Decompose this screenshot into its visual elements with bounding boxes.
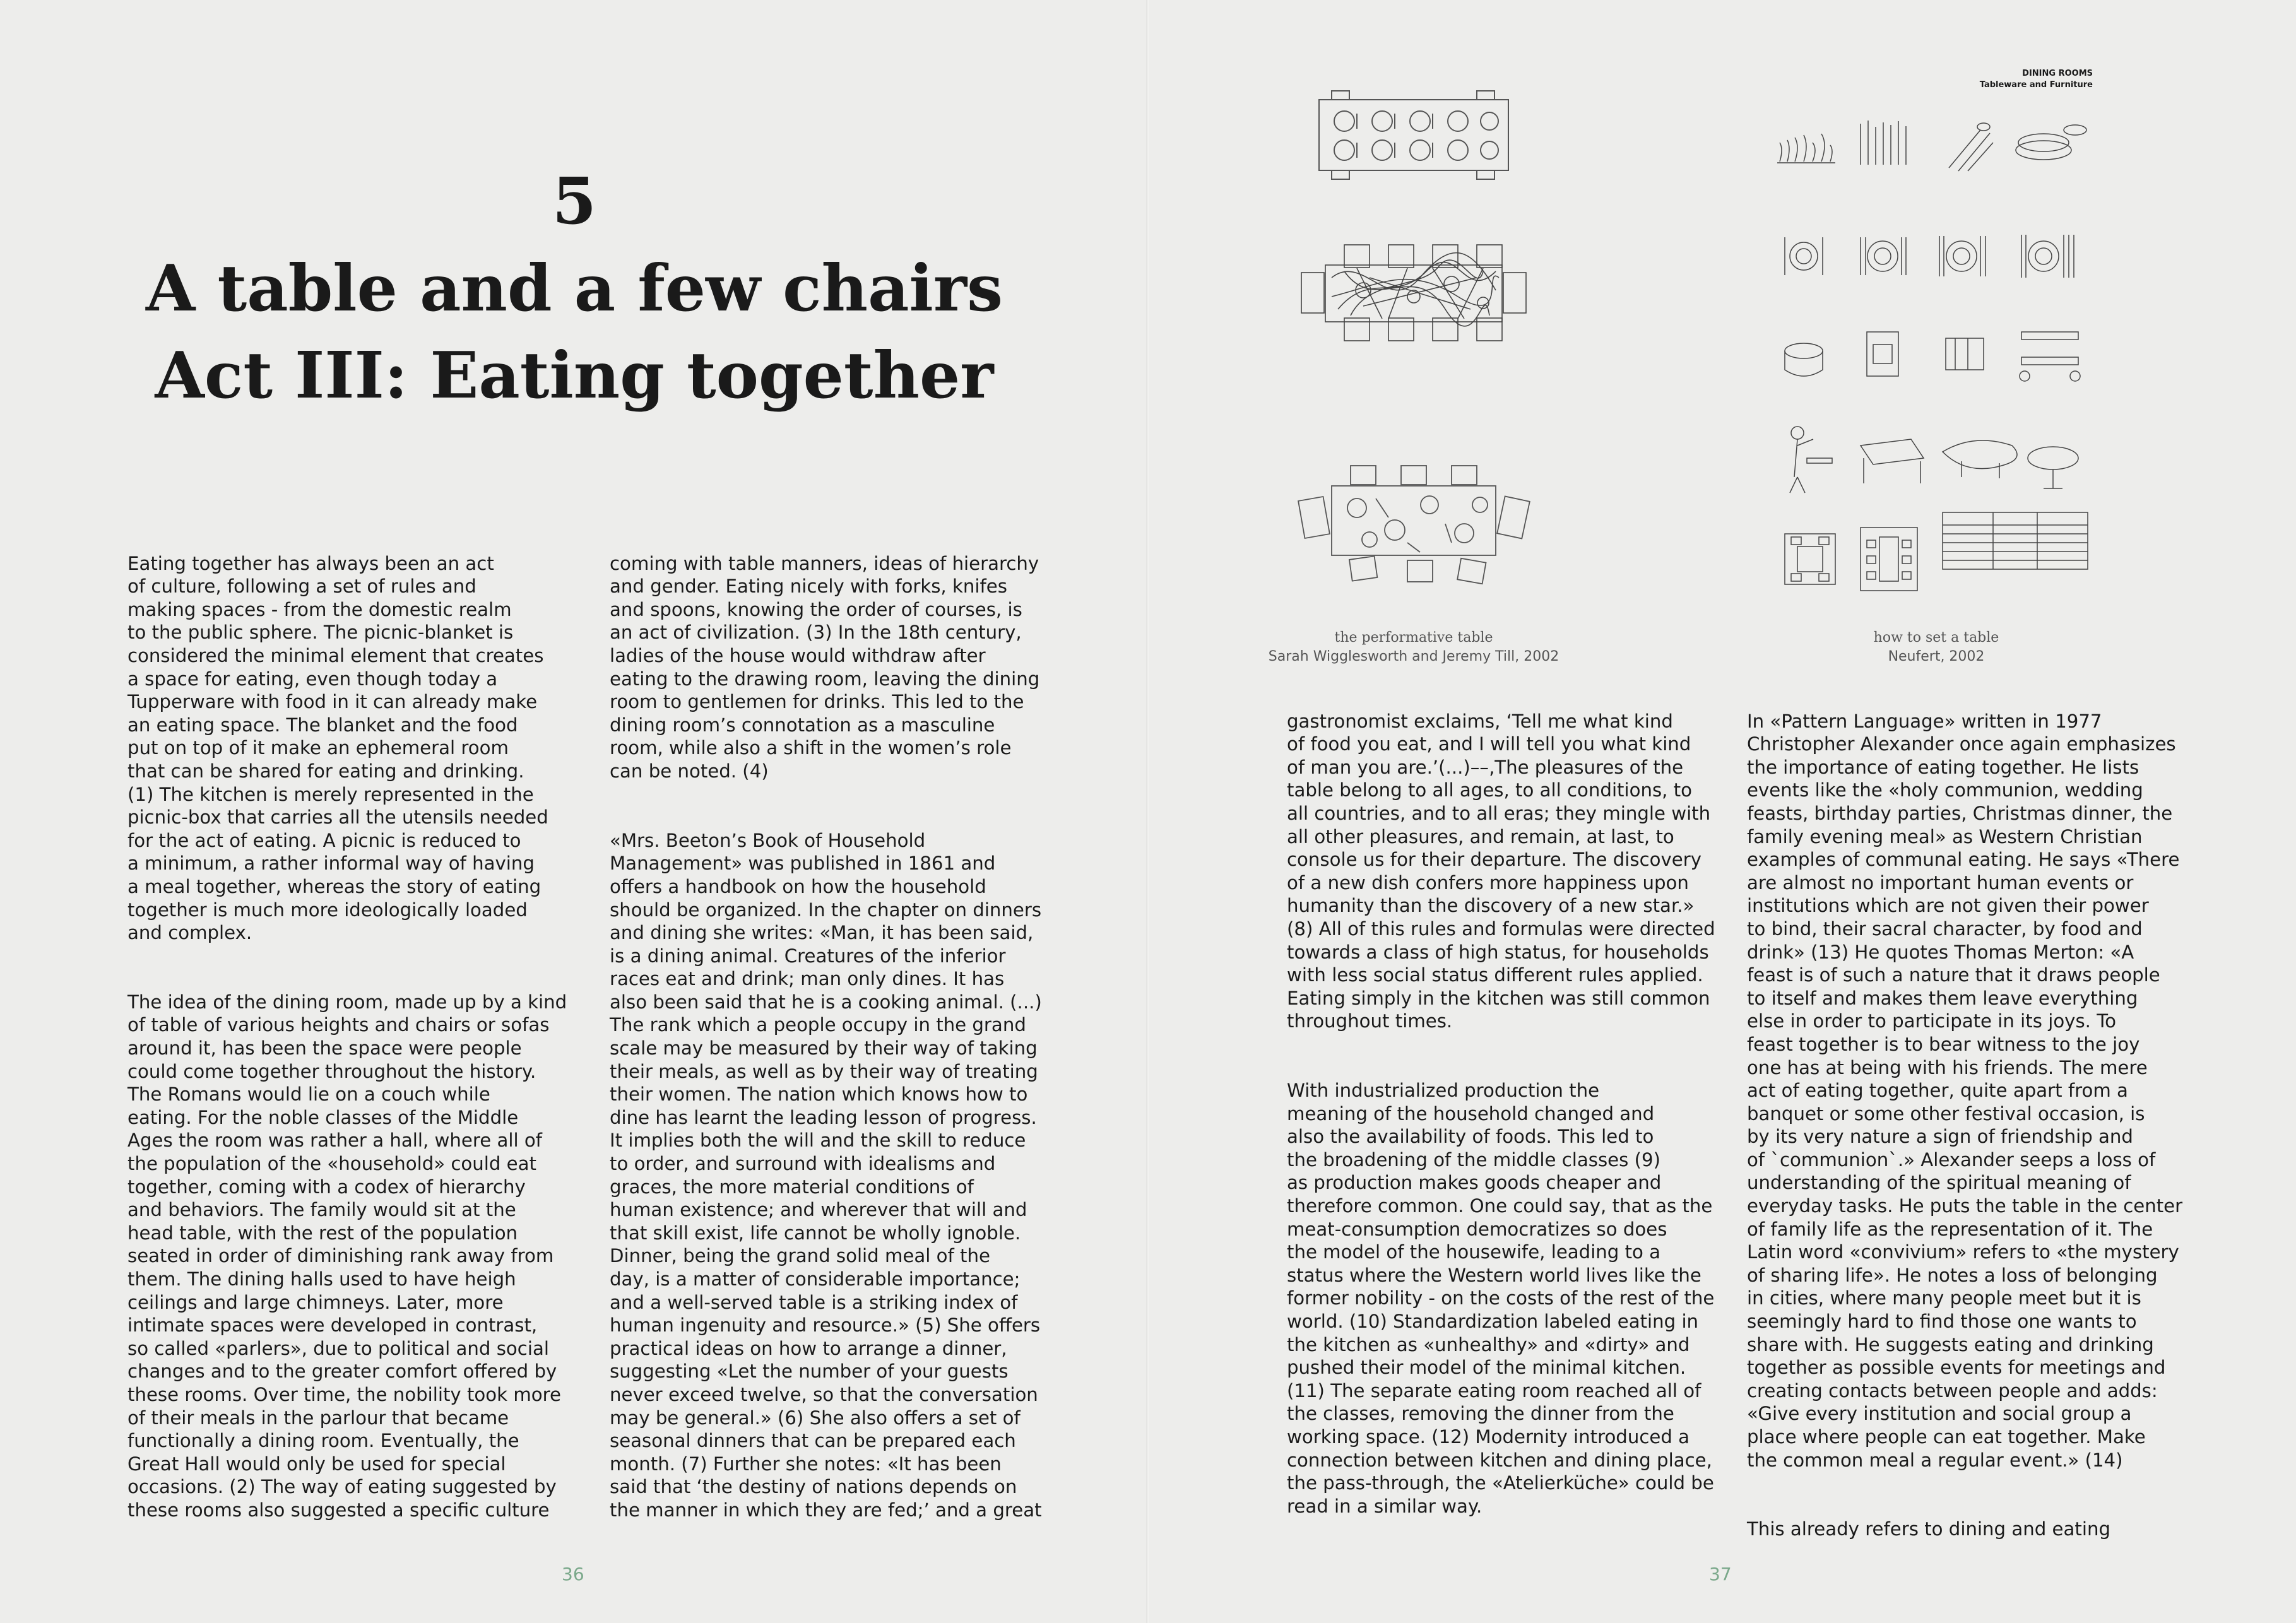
plates-illustration [2016,125,2086,160]
table-plan-middle [1301,245,1526,341]
paragraph: The idea of the dining room, made up by a kind of table of various heights and chairs or sofas around it, has been the space were people could come together throughout the history. The Romans would lie on a couch while eating. For the noble classes of the Middle Ages the room was rather a hall, where all of the population of the «household» could eat together, coming with a codex of hierarchy and behaviors. The family would sit at the head table, with the rest of the population seated in order of diminishing rank away from them. The dining halls used to have heigh ceilings and large chimneys. Later, more intimate spaces were developed in contrast, so called «parlers», due to political and social changes and to the greater comfort offered by these rooms. Over time, the nobility took more of their meals in the parlour that became functionally a dining room. Eventually, the Great Hall would only be used for special occasions. (2) The way of eating suggested by these rooms also suggested a specific culture [127,991,567,1521]
glasses-illustration [1777,134,1835,163]
place-settings-illustration [1785,235,2074,278]
figure-2-caption: how to set a table [1873,630,1999,646]
table-plan-bottom [1298,466,1530,584]
tables-illustration [1790,427,2078,493]
text-column-3 [1287,687,1729,1564]
paragraph: coming with table manners, ideas of hierarchy and gender. Eating nicely with forks, knifes and spoons, knowing the order of courses, is an act of civilization. (3) In the 18th century, ladies of the house would withdraw after eating to the drawing room, leaving the dining room to gentlemen for drinks. This led to the dining room’s connotation as a masculine room, while also a shift in the women’s role can be noted. (4) [610,552,1040,782]
cutlery-illustration [1861,121,1906,165]
appliances-illustration [1785,332,2080,381]
figure-1-caption: the performative table [1334,630,1493,646]
performative-table-figure [1294,88,1534,631]
paragraph: «Mrs. Beeton’s Book of Household Management» was published in 1861 and offers a handbook on how the household should be organized. In the chapter on dinners and dining she writes: «Man, it has been said, is a dining animal. Creatures of the inferior races eat and drink; man only dines. It has also been said that he is a cooking animal. (...) The rank which a people occupy in the grand scale may be measured by their way of taking their meals, as well as by their way of treating their women. The nation which knows how to dine has learnt the leading lesson of progress. It implies both the will and the skill to reduce to order, and surround with idealisms and graces, the more material conditions of human existence; and wherever that will and that skill exist, life cannot be wholly ignoble. Dinner, being the grand solid meal of the day, is a matter of considerable importance; and a well-served table is a striking index of human ingenuity and resource.» (5) She offers practical ideas on how to arrange a dinner, suggesting «Let the number of your guests never exceed twelve, so that the conversation may be general.» (6) She also offers a set of seasonal dinners that can be prepared each month. (7) Further she notes: «It has been said that ‘the destiny of nations depends on the manner in which they are fed;’ and a great [610,829,1042,1521]
area-requirements-illustration [1785,512,2088,591]
neufert-dining-sheet [1772,67,2100,616]
text-column-1 [127,529,569,1568]
table-plan-top [1319,91,1508,179]
sheet-subtitle: Tableware and Furniture [1979,80,2093,90]
chapter-number: 5 [552,163,597,239]
paragraph: This already refers to dining and eating [1747,1518,2110,1540]
text-column-4 [1747,687,2214,1587]
sheet-title: DINING ROOMS [2022,69,2093,78]
figure-1-credit: Sarah Wigglesworth and Jeremy Till, 2002 [1268,649,1559,664]
paragraph: gastronomist exclaims, ‘Tell me what kind of food you eat, and I will tell you what kind of man you are.’(...)––‚The pleasures of the table belong to all ages, to all conditions, to all countries, and to all eras; they mingle with all other pleasures, and remain, at last, to console us for their departure. The discovery of a new dish confers more happiness upon humanity than the discovery of a new star.» (8) All of this rules and formulas were directed towards a class of high status, for households with less social status different rules applied. Eating simply in the kitchen was still common throughout times. [1287,710,1715,1032]
figure-2-credit: Neufert, 2002 [1888,649,1985,664]
chapter-title-line-1: A table and a few chairs [146,251,1003,326]
text-column-2 [610,529,1064,1568]
right-page [1150,0,2296,1623]
paragraph: In «Pattern Language» written in 1977 Christopher Alexander once again emphasizes the importance of eating together. He lists events like the «holy communion, wedding feasts, birthday parties, Christmas dinner, the family evening meal» as Western Christian examples of communal eating. He says «There are almost no important human events or institutions which are not given their power to bind, their sacral character, by food and drink» (13) He quotes Thomas Merton: «A feast is of such a nature that it draws people to itself and makes them leave everything else in order to participate in its joys. To feast together is to bear witness to the joy one has at being with his friends. The mere act of eating together, quite apart from a banquet or some other festival occasion, is by its very nature a sign of friendship and of `communion`.» Alexander seeps a loss of understanding of the spiritual meaning of everyday tasks. He puts the table in the center of family life as the representation of it. The Latin word «convivium» refers to «the mystery of sharing life». He notes a loss of belonging in cities, where many people meet but it is seemingly hard to find those one wants to share with. He suggests eating and drinking together as possible events for meetings and creating contacts between people and adds: «Give every institution and social group a place where people can eat together. Make the common meal a regular event.» (14) [1747,710,2183,1471]
chapter-heading [126,158,1022,419]
page-number-left: 36 [562,1564,584,1585]
chapter-title-line-2: Act III: Eating together [155,338,994,413]
paragraph: With industrialized production the meaning of the household changed and also the availability of foods. This led to the broadening of the middle classes (9) as production makes goods cheaper and therefore common. One could say, that as the meat-consumption democratizes so does the model of the housewife, leading to a status where the Western world lives like the former nobility - on the costs of the rest of the world. (10) Standardization labeled eating in the kitchen as «unhealthy» and «dirty» and pushed their model of the minimal kitchen. (11) The separate eating room reached all of the classes, removing the dinner from the working space. (12) Modernity introduced a connection between kitchen and dining place, the pass-through, the «Atelierküche» could be read in a similar way. [1287,1080,1715,1517]
serving-cutlery-illustration [1949,123,1993,171]
page-number-right: 37 [1709,1564,1732,1585]
left-page [0,0,1147,1623]
paragraph: Eating together has always been an act of culture, following a set of rules and making spaces - from the domestic realm to the public sphere. The picnic-blanket is considered the minimal element that creates a space for eating, even though today a Tupperware with food in it can already make an eating space. The blanket and the food put on top of it make an ephemeral room that can be shared for eating and drinking. (1) The kitchen is merely represented in the picnic-box that carries all the utensils needed for the act of eating. A picnic is reduced to a minimum, a rather informal way of having a meal together, whereas the story of eating together is much more ideologically loaded and complex. [127,552,548,944]
